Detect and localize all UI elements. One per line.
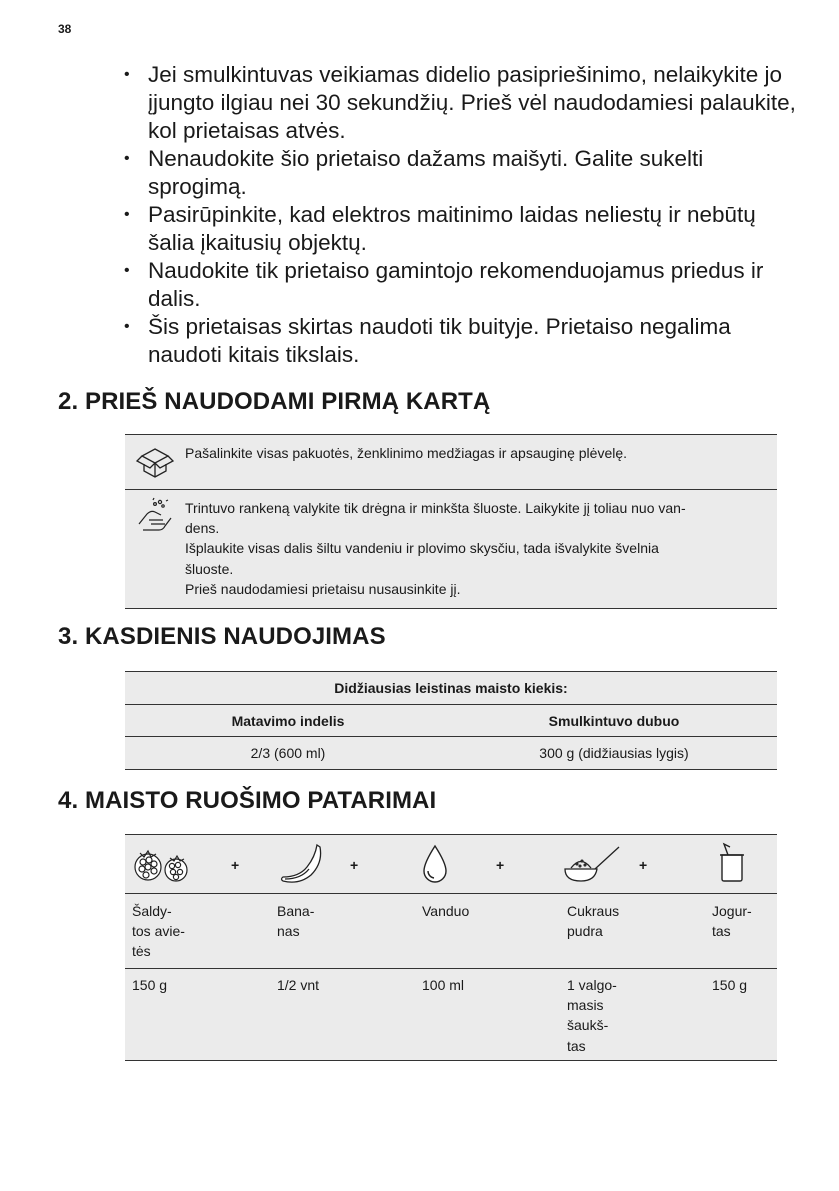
table-title: Didžiausias leistinas maisto kiekis:: [125, 672, 777, 705]
table-row-icons: [125, 835, 777, 894]
packaging-box-icon: [125, 435, 185, 489]
plus-sign: +: [496, 857, 505, 873]
table-cell: Jogur- tas: [712, 903, 752, 940]
section-heading-daily-use: 3. KASDIENIS NAUDOJIMAS: [58, 623, 386, 650]
list-item: • Nenaudokite šio prietaiso dažams maišyti. Galite sukelti sprogimą.: [124, 146, 704, 199]
list-item: • Pasirūpinkite, kad elektros maitinimo laidas neliestų ir nebūtų šalia įkaitusių objektų.: [124, 202, 756, 255]
table-row: [125, 672, 777, 705]
list-item: • Jei smulkintuvas veikiamas didelio pasipriešinimo, nelaikykite jo įjungto ilgiau nei 30 sekundžių. Prieš vėl naudodamiesi palaukite, kol prietaisas atvės.: [124, 62, 796, 143]
water-drop-icon: [420, 843, 450, 885]
ingredient-icon-cell: [705, 835, 777, 893]
plus-sign: +: [350, 857, 359, 873]
table-cell: 150 g: [712, 977, 748, 993]
table-row-names: [125, 894, 777, 969]
max-quantity-table: [125, 671, 777, 770]
list-item: • Naudokite tik prietaiso gamintojo rekomenduojamus priedus ir dalis.: [124, 258, 764, 311]
plus-sign: +: [231, 857, 240, 873]
section-heading-food-tips: 4. MAISTO RUOŠIMO PATARIMAI: [58, 787, 437, 814]
page-number: 38: [58, 22, 72, 36]
table-row-amounts: [125, 969, 777, 1061]
table-cell: 100 ml: [422, 977, 465, 993]
table-cell: Vanduo: [422, 903, 470, 919]
ingredient-icon-cell: [125, 835, 270, 893]
packaging-text: Pašalinkite visas pakuotės, ženklinimo medžiagas ir apsauginę plėvelę.: [185, 445, 628, 461]
table-cell: 1 valgo- masis šaukš- tas: [567, 977, 617, 1054]
ingredient-icon-cell: [560, 835, 705, 893]
raspberries-icon: [130, 845, 192, 885]
banana-icon: [277, 841, 327, 885]
table-cell: 300 g (didžiausias lygis): [451, 737, 777, 770]
table-cell: 150 g: [132, 977, 168, 993]
table-cell: 1/2 vnt: [277, 977, 320, 993]
cleaning-text: Trintuvo rankeną valykite tik drėgna ir minkšta šluoste. Laikykite jį toliau nuo van- dens. Išplaukite visas dalis šiltu vandeniu ir plovimo skysčiu, tada išvalykite švelnia šluoste. Prieš naudodamiesi prietaisu nusausinkite jį.: [185, 500, 686, 597]
hand-wash-icon: [125, 490, 185, 608]
list-item: • Šis prietaisas skirtas naudoti tik buityje. Prietaiso negalima naudoti kitais tikslais.: [124, 314, 731, 367]
recipe-table: [125, 834, 777, 1061]
sugar-spoon-icon: [561, 841, 623, 883]
safety-bullet-list: [122, 61, 802, 369]
plus-sign: +: [639, 857, 648, 873]
ingredient-icon-cell: [415, 835, 560, 893]
table-cell: Bana- nas: [277, 903, 315, 940]
column-header-chopper-bowl: Smulkintuvo dubuo: [451, 705, 777, 737]
info-row-cleaning: [125, 489, 777, 608]
table-cell: Šaldy- tos avie- tės: [132, 903, 185, 960]
table-cell: Cukraus pudra: [567, 903, 620, 940]
table-row: [125, 737, 777, 770]
section-heading-first-use: 2. PRIEŠ NAUDODAMI PIRMĄ KARTĄ: [58, 388, 491, 415]
yogurt-cup-icon: [716, 841, 746, 885]
ingredient-icon-cell: [270, 835, 415, 893]
table-cell: 2/3 (600 ml): [125, 737, 451, 770]
info-row-packaging: [125, 435, 777, 489]
column-header-measuring-cup: Matavimo indelis: [125, 705, 451, 737]
first-use-info-box: [125, 434, 777, 609]
table-row: [125, 705, 777, 737]
